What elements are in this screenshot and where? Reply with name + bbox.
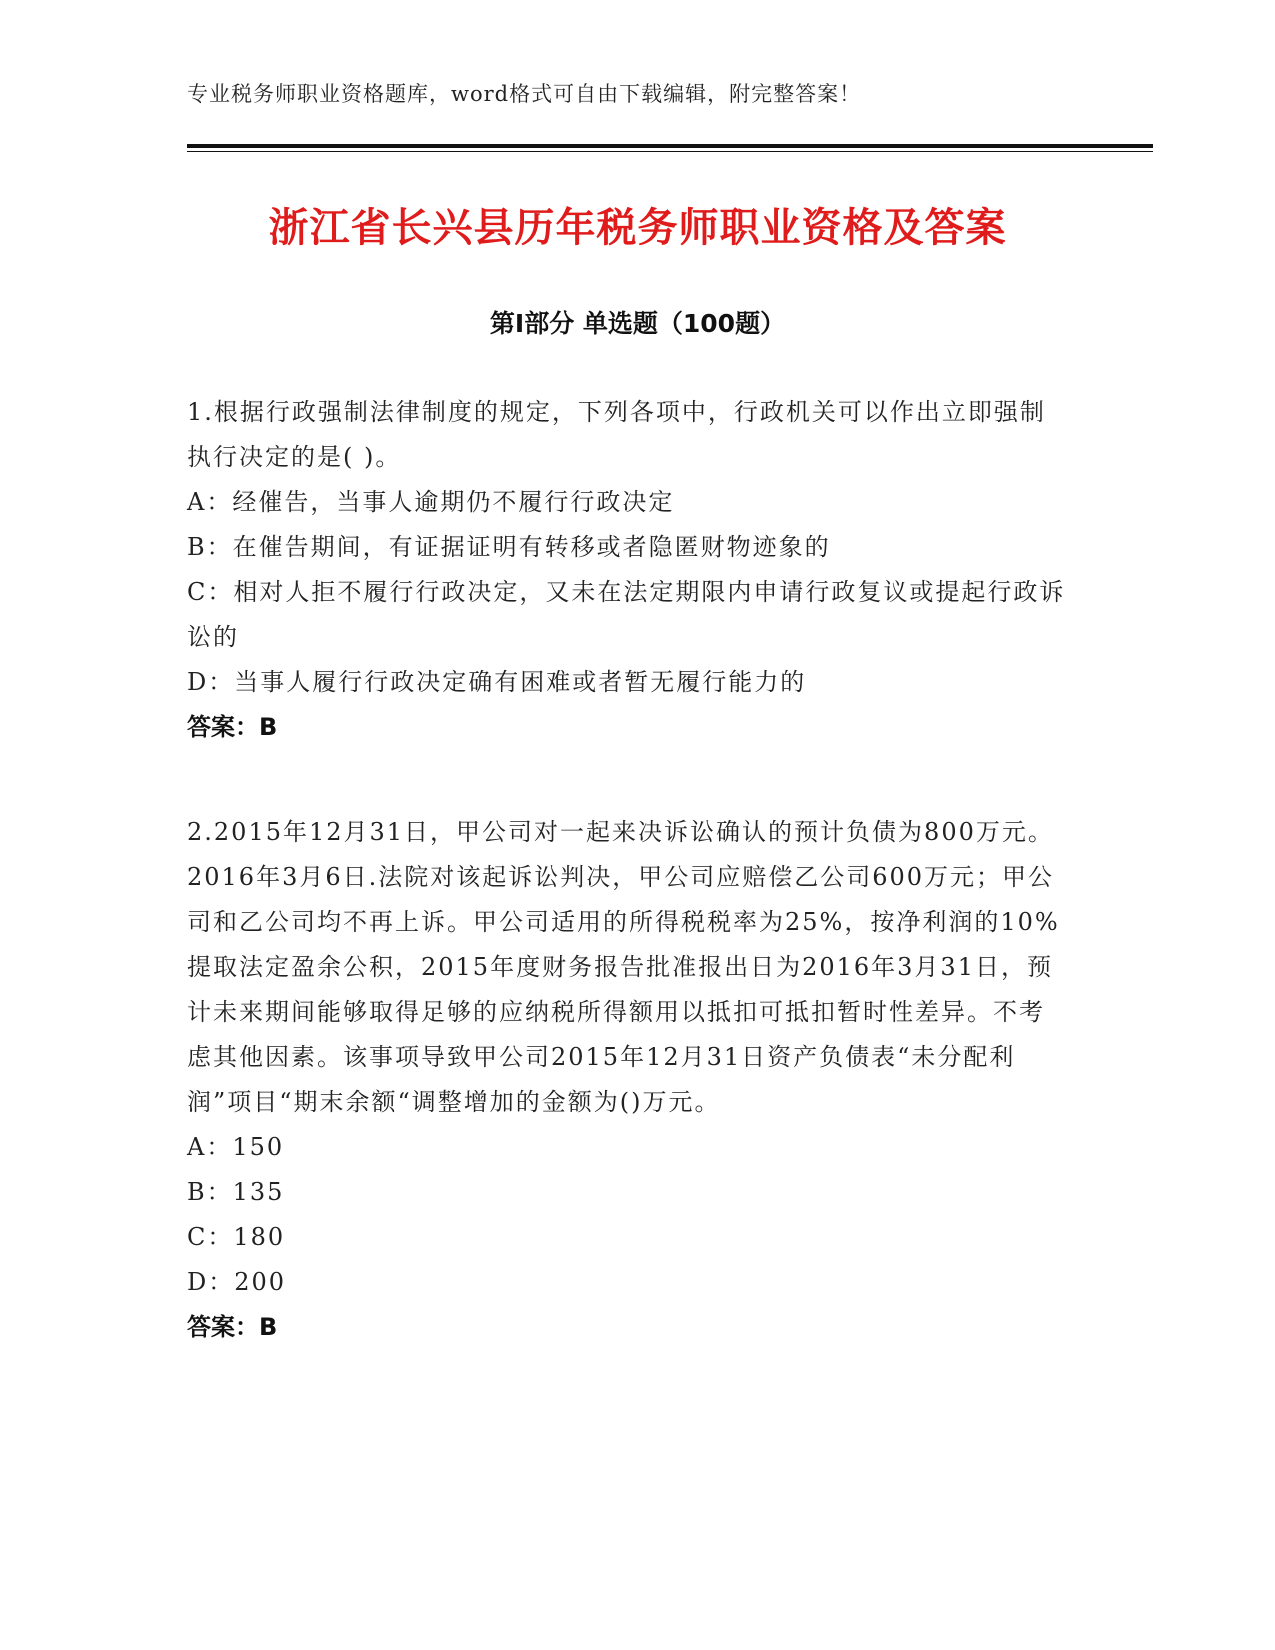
header-rule-thick [187, 144, 1153, 148]
question-2 [187, 810, 1067, 1350]
option-a: A：150 [187, 1133, 285, 1161]
question-1 [187, 390, 1067, 750]
option-b: B：在催告期间，有证据证明有转移或者隐匿财物迹象的 [187, 533, 831, 561]
option-c: C：相对人拒不履行行政决定，又未在法定期限内申请行政复议或提起行政诉讼的 [187, 578, 1066, 651]
option-d: D：200 [187, 1268, 287, 1296]
answer: 答案：B [187, 713, 278, 741]
question-stem: 2.2015年12月31日，甲公司对一起来决诉讼确认的预计负债为800万元。2016年3月6日.法院对该起诉讼判决，甲公司应赔偿乙公司600万元；甲公司和乙公司均不再上诉。甲公司适用的所得税税率为25%，按净利润的10%提取法定盈余公积，2015年度财务报告批准报出日为2016年3月31日，预计未来期间能够取得足够的应纳税所得额用以抵扣可抵扣暂时性差异。不考虑其他因素。该事项导致甲公司2015年12月31日资产负债表“未分配利润”项目“期末余额“调整增加的金额为()万元。 [187, 818, 1060, 1116]
question-stem: 1.根据行政强制法律制度的规定，下列各项中，行政机关可以作出立即强制执行决定的是( )。 [187, 398, 1046, 471]
section-title: 第I部分 单选题（100题） [489, 309, 786, 338]
question-list [187, 390, 1067, 1410]
option-d: D：当事人履行行政决定确有困难或者暂无履行能力的 [187, 668, 807, 696]
document-title: 浙江省长兴县历年税务师职业资格及答案 [268, 205, 1007, 251]
header-rule-thin [187, 151, 1153, 152]
option-a: A：经催告，当事人逾期仍不履行行政决定 [187, 488, 675, 516]
option-b: B：135 [187, 1178, 285, 1206]
answer: 答案：B [187, 1313, 278, 1341]
header-note: 专业税务师职业资格题库，word格式可自由下载编辑，附完整答案！ [187, 82, 862, 106]
option-c: C：180 [187, 1223, 286, 1251]
